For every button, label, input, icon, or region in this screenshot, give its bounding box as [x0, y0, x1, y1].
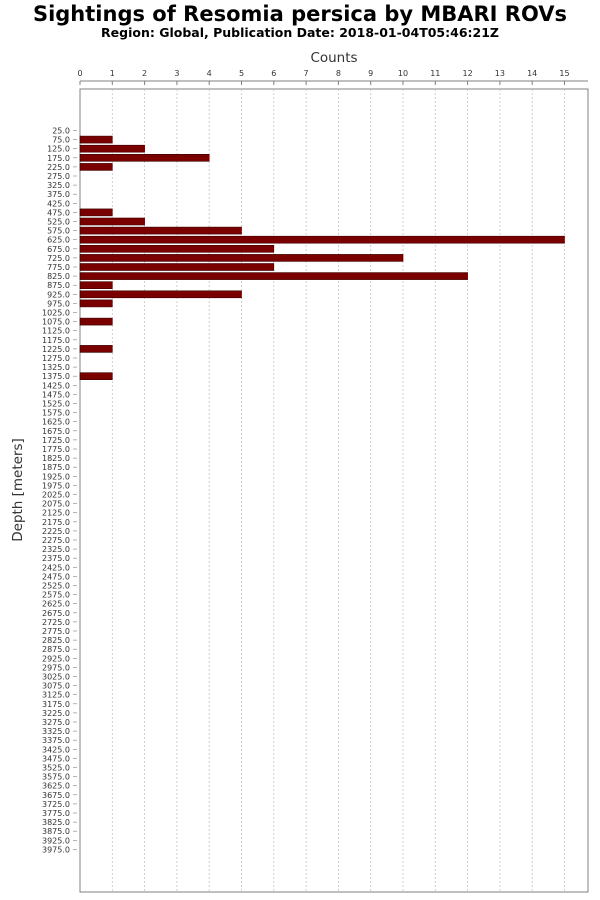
bar-depth-725_0	[80, 254, 403, 261]
y-tick-label: 2525.0	[42, 581, 70, 591]
y-tick-label: 1475.0	[42, 390, 70, 400]
y-tick-label: 2575.0	[42, 590, 70, 600]
bar-depth-525_0	[80, 218, 145, 225]
y-tick-label: 1125.0	[42, 326, 70, 336]
y-tick-label: 1275.0	[42, 354, 70, 363]
y-tick-label: 3325.0	[42, 727, 70, 737]
y-tick-label: 1575.0	[42, 408, 70, 418]
y-tick-label: 75.0	[52, 135, 70, 145]
y-tick-label: 1725.0	[42, 435, 70, 445]
y-tick-label: 1625.0	[42, 417, 70, 427]
y-tick-label: 475.0	[47, 208, 70, 218]
bar-depth-925_0	[80, 291, 242, 298]
y-tick-label: 3475.0	[42, 754, 70, 764]
y-tick-label: 625.0	[47, 235, 70, 245]
y-tick-label: 3925.0	[42, 836, 70, 846]
y-tick-label: 2625.0	[42, 599, 70, 609]
y-tick-label: 3175.0	[42, 699, 70, 709]
y-tick-label: 2425.0	[42, 563, 70, 573]
x-tick-label: 10	[397, 69, 409, 78]
y-tick-label: 425.0	[47, 199, 70, 209]
y-tick-label: 2775.0	[42, 627, 70, 636]
x-tick-label: 8	[335, 69, 341, 78]
y-tick-label: 2875.0	[42, 645, 70, 655]
x-tick-label: 14	[527, 69, 538, 78]
bar-depth-125_0	[80, 145, 145, 152]
bar-depth-175_0	[80, 154, 209, 161]
x-tick-label: 9	[368, 69, 374, 78]
y-tick-label: 2275.0	[42, 536, 70, 545]
y-tick-label: 375.0	[47, 190, 70, 200]
y-tick-label: 3225.0	[42, 708, 70, 718]
y-tick-label: 2125.0	[42, 508, 70, 518]
y-tick-label: 1975.0	[42, 481, 70, 491]
y-tick-label: 2175.0	[42, 517, 70, 527]
y-tick-label: 175.0	[47, 153, 70, 163]
y-tick-label: 575.0	[47, 226, 70, 236]
chart-title: Sightings of Resomia persica by MBARI ROVs	[32, 2, 568, 26]
x-tick-label: 4	[206, 69, 212, 78]
x-tick-label: 2	[142, 69, 148, 78]
y-tick-label: 2925.0	[42, 654, 70, 664]
y-tick-label: 275.0	[47, 172, 70, 181]
y-tick-label: 2025.0	[42, 490, 70, 500]
x-tick-label: 5	[238, 69, 245, 78]
y-tick-label: 2725.0	[42, 617, 70, 627]
y-tick-label: 2375.0	[42, 554, 70, 564]
x-tick-label: 0	[77, 69, 83, 78]
bar-depth-475_0	[80, 209, 112, 216]
y-tick-label: 2475.0	[42, 572, 70, 582]
x-tick-label: 7	[303, 69, 309, 78]
plot-area	[80, 89, 588, 892]
y-tick-label: 1325.0	[42, 363, 70, 373]
y-tick-label: 1225.0	[42, 344, 70, 354]
bar-depth-825_0	[80, 273, 468, 280]
bar-depth-975_0	[80, 300, 112, 307]
x-axis-title: Counts	[310, 50, 358, 66]
y-tick-label: 1025.0	[42, 308, 70, 318]
x-tick-label: 12	[462, 69, 473, 78]
y-tick-label: 3825.0	[42, 818, 70, 828]
bar-depth-675_0	[80, 245, 274, 252]
y-tick-label: 1375.0	[42, 372, 70, 382]
x-tick-labels	[77, 69, 569, 85]
y-tick-label: 3425.0	[42, 745, 70, 755]
y-tick-label: 2075.0	[42, 499, 70, 509]
y-tick-label: 3725.0	[42, 799, 70, 809]
y-tick-label: 3625.0	[42, 781, 70, 791]
y-tick-label: 975.0	[47, 299, 70, 309]
y-tick-label: 3775.0	[42, 809, 70, 818]
bar-depth-775_0	[80, 264, 274, 271]
y-tick-label: 2975.0	[42, 663, 70, 673]
y-tick-label: 925.0	[47, 290, 70, 300]
y-tick-label: 3075.0	[42, 681, 70, 691]
x-tick-label: 13	[494, 69, 505, 78]
y-tick-label: 3875.0	[42, 827, 70, 837]
y-tick-label: 825.0	[47, 272, 70, 282]
x-tick-label: 15	[559, 69, 570, 78]
y-tick-label: 25.0	[52, 126, 70, 136]
y-tick-label: 525.0	[47, 217, 70, 227]
y-tick-label: 2825.0	[42, 636, 70, 646]
y-tick-label: 1675.0	[42, 426, 70, 436]
bar-depth-1075_0	[80, 318, 112, 325]
y-tick-label: 1425.0	[42, 381, 70, 391]
y-tick-label: 675.0	[47, 244, 70, 254]
y-tick-label: 1825.0	[42, 454, 70, 464]
x-tick-label: 1	[109, 69, 115, 78]
bar-depth-625_0	[80, 236, 565, 243]
y-tick-label: 3675.0	[42, 790, 70, 800]
y-tick-label: 3975.0	[42, 845, 70, 855]
y-tick-label: 725.0	[47, 253, 70, 263]
bar-depth-875_0	[80, 282, 112, 289]
y-axis-title: Depth [meters]	[10, 438, 26, 542]
y-tick-label: 1775.0	[42, 445, 70, 454]
bar-depth-75_0	[80, 136, 112, 143]
y-tick-label: 3375.0	[42, 736, 70, 746]
y-tick-label: 1925.0	[42, 472, 70, 482]
x-tick-label: 11	[430, 69, 441, 78]
bar-depth-1225_0	[80, 345, 112, 352]
bar-depth-225_0	[80, 163, 112, 170]
y-tick-label: 3025.0	[42, 672, 70, 682]
y-tick-label: 875.0	[47, 281, 70, 291]
y-tick-label: 3275.0	[42, 718, 70, 727]
y-tick-label: 325.0	[47, 181, 70, 191]
x-tick-label: 6	[271, 69, 277, 78]
y-tick-label: 2225.0	[42, 526, 70, 536]
y-tick-label: 225.0	[47, 162, 70, 172]
y-tick-label: 3125.0	[42, 690, 70, 700]
bar-depth-1375_0	[80, 373, 112, 380]
y-tick-label: 2325.0	[42, 545, 70, 555]
y-tick-label: 125.0	[47, 144, 70, 154]
chart-subtitle: Region: Global, Publication Date: 2018-01-04T05:46:21Z	[101, 25, 499, 40]
bar-depth-575_0	[80, 227, 242, 234]
y-tick-label: 3575.0	[42, 772, 70, 782]
y-tick-label: 1075.0	[42, 317, 70, 327]
y-tick-label: 1175.0	[42, 335, 70, 345]
y-tick-label: 3525.0	[42, 763, 70, 773]
y-tick-label: 2675.0	[42, 608, 70, 618]
x-tick-label: 3	[174, 69, 180, 78]
y-tick-label: 1525.0	[42, 399, 70, 409]
y-tick-label: 775.0	[47, 263, 70, 272]
y-tick-label: 1875.0	[42, 463, 70, 473]
y-tick-labels	[42, 127, 77, 855]
